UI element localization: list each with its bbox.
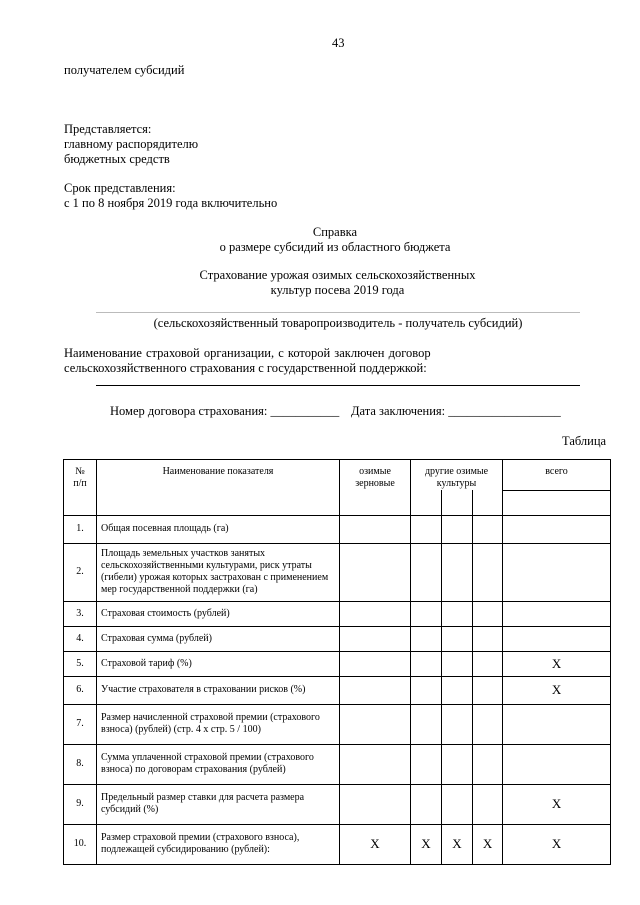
- submitted-line2: бюджетных средств: [64, 152, 170, 166]
- header-other-winter: [411, 460, 503, 491]
- recipient-caption: (сельскохозяйственный товаропроизводитель - получатель субсидий): [153, 316, 523, 330]
- row-value-cell: [340, 784, 411, 824]
- row-value-cell: [340, 744, 411, 784]
- contract-number-label: Номер договора страхования: ___________: [110, 404, 340, 418]
- row-indicator-name: Страховая стоимость (рублей): [97, 601, 340, 626]
- row-value-cell: [340, 515, 411, 543]
- table-header-row: [64, 460, 611, 491]
- row-indicator-name: Страховой тариф (%): [97, 651, 340, 676]
- title-line2: о размере субсидий из областного бюджета: [219, 240, 451, 254]
- row-value-cell: [473, 515, 503, 543]
- table-row: [64, 651, 611, 676]
- table-label: Таблица: [562, 434, 607, 448]
- row-indicator-name: Размер начисленной страховой премии (страхового взноса) (рублей) (стр. 4 х стр. 5 / 100): [97, 704, 340, 744]
- page-number: 43: [332, 36, 345, 50]
- header-name: [97, 460, 340, 516]
- row-value-cell: [503, 601, 611, 626]
- row-value-cell: X: [503, 651, 611, 676]
- row-value-cell: [503, 515, 611, 543]
- row-number: 10.: [64, 824, 97, 864]
- row-number: 9.: [64, 784, 97, 824]
- row-value-cell: X: [503, 676, 611, 704]
- table-row: [64, 704, 611, 744]
- row-value-cell: X: [340, 824, 411, 864]
- row-value-cell: [411, 704, 442, 744]
- row-value-cell: [473, 651, 503, 676]
- subheader-cell: [411, 490, 442, 515]
- row-indicator-name: Предельный размер ставки для расчета размера субсидий (%): [97, 784, 340, 824]
- row-value-cell: [442, 543, 473, 601]
- row-value-cell: [340, 676, 411, 704]
- row-value-cell: [411, 601, 442, 626]
- title-line3: Страхование урожая озимых сельскохозяйственных: [199, 268, 476, 282]
- insurer-line2: сельскохозяйственного страхования с государственной поддержкой:: [64, 361, 427, 375]
- row-value-cell: [473, 744, 503, 784]
- header-other-winter-text: другие озимые культуры: [424, 466, 489, 489]
- row-value-cell: [473, 784, 503, 824]
- row-number: 1.: [64, 515, 97, 543]
- recipient-underline: [96, 312, 580, 313]
- row-value-cell: X: [503, 824, 611, 864]
- row-indicator-name: Участие страхователя в страховании рисков (%): [97, 676, 340, 704]
- table-row: [64, 824, 611, 864]
- table-row: [64, 515, 611, 543]
- row-value-cell: [340, 601, 411, 626]
- title-line1: Справка: [312, 225, 358, 239]
- subheader-cell: [503, 490, 611, 515]
- row-value-cell: [442, 784, 473, 824]
- row-value-cell: [411, 651, 442, 676]
- row-value-cell: X: [442, 824, 473, 864]
- row-value-cell: [442, 601, 473, 626]
- row-indicator-name: Страховая сумма (рублей): [97, 626, 340, 651]
- row-value-cell: [411, 784, 442, 824]
- row-indicator-name: Сумма уплаченной страховой премии (страхового взноса) по договорам страхования (рублей): [97, 744, 340, 784]
- row-number: 5.: [64, 651, 97, 676]
- row-indicator-name: Размер страховой премии (страхового взноса), подлежащей субсидированию (рублей):: [97, 824, 340, 864]
- table-row: [64, 744, 611, 784]
- row-value-cell: [473, 543, 503, 601]
- row-value-cell: [411, 676, 442, 704]
- table-row: [64, 543, 611, 601]
- row-value-cell: [442, 744, 473, 784]
- row-number: 8.: [64, 744, 97, 784]
- header-winter-grain: [340, 460, 411, 516]
- indicators-table: [63, 459, 611, 865]
- row-value-cell: [442, 676, 473, 704]
- header-total-text: всего: [545, 466, 568, 477]
- row-value-cell: X: [503, 784, 611, 824]
- row-indicator-name: Площадь земельных участков занятых сельскохозяйственными культурами, риск утраты (гибели) урожая которых застрахован с применением мер государственной поддержки (га): [97, 543, 340, 601]
- row-number: 3.: [64, 601, 97, 626]
- subheader-cell: [442, 490, 473, 515]
- header-name-text: Наименование показателя: [162, 466, 274, 477]
- row-value-cell: [503, 543, 611, 601]
- table-row: [64, 626, 611, 651]
- row-value-cell: [442, 704, 473, 744]
- submitted-line1: главному распорядителю: [64, 137, 199, 151]
- row-value-cell: [503, 626, 611, 651]
- recipient-line: получателем субсидий: [64, 63, 185, 77]
- header-num-text: № п/п: [73, 466, 87, 489]
- row-value-cell: [411, 626, 442, 651]
- row-value-cell: [340, 704, 411, 744]
- insurer-underline: [96, 385, 580, 386]
- header-num: [64, 460, 97, 516]
- table-row: [64, 601, 611, 626]
- header-total: [503, 460, 611, 491]
- row-indicator-name: Общая посевная площадь (га): [97, 515, 340, 543]
- table-row: [64, 676, 611, 704]
- row-value-cell: [340, 626, 411, 651]
- row-value-cell: [411, 515, 442, 543]
- deadline-value: с 1 по 8 ноября 2019 года включительно: [64, 196, 278, 210]
- row-number: 7.: [64, 704, 97, 744]
- row-value-cell: [473, 601, 503, 626]
- row-value-cell: X: [473, 824, 503, 864]
- row-number: 6.: [64, 676, 97, 704]
- title-line4: культур посева 2019 года: [270, 283, 405, 297]
- row-value-cell: [411, 744, 442, 784]
- row-value-cell: [442, 651, 473, 676]
- row-number: 2.: [64, 543, 97, 601]
- submitted-label: Представляется:: [64, 122, 152, 136]
- row-value-cell: [503, 704, 611, 744]
- contract-date-label: Дата заключения: __________________: [351, 404, 561, 418]
- row-value-cell: [503, 744, 611, 784]
- subheader-cell: [473, 490, 503, 515]
- row-value-cell: [473, 676, 503, 704]
- row-value-cell: [340, 543, 411, 601]
- row-value-cell: [442, 515, 473, 543]
- insurer-line1: Наименование страховой организации, с которой заключен договор: [64, 346, 431, 360]
- row-value-cell: [473, 626, 503, 651]
- header-winter-grain-text: озимые зерновые: [355, 466, 395, 489]
- table-row: [64, 784, 611, 824]
- deadline-label: Срок представления:: [64, 181, 176, 195]
- row-value-cell: [473, 704, 503, 744]
- row-value-cell: [340, 651, 411, 676]
- row-value-cell: X: [411, 824, 442, 864]
- row-value-cell: [442, 626, 473, 651]
- row-number: 4.: [64, 626, 97, 651]
- row-value-cell: [411, 543, 442, 601]
